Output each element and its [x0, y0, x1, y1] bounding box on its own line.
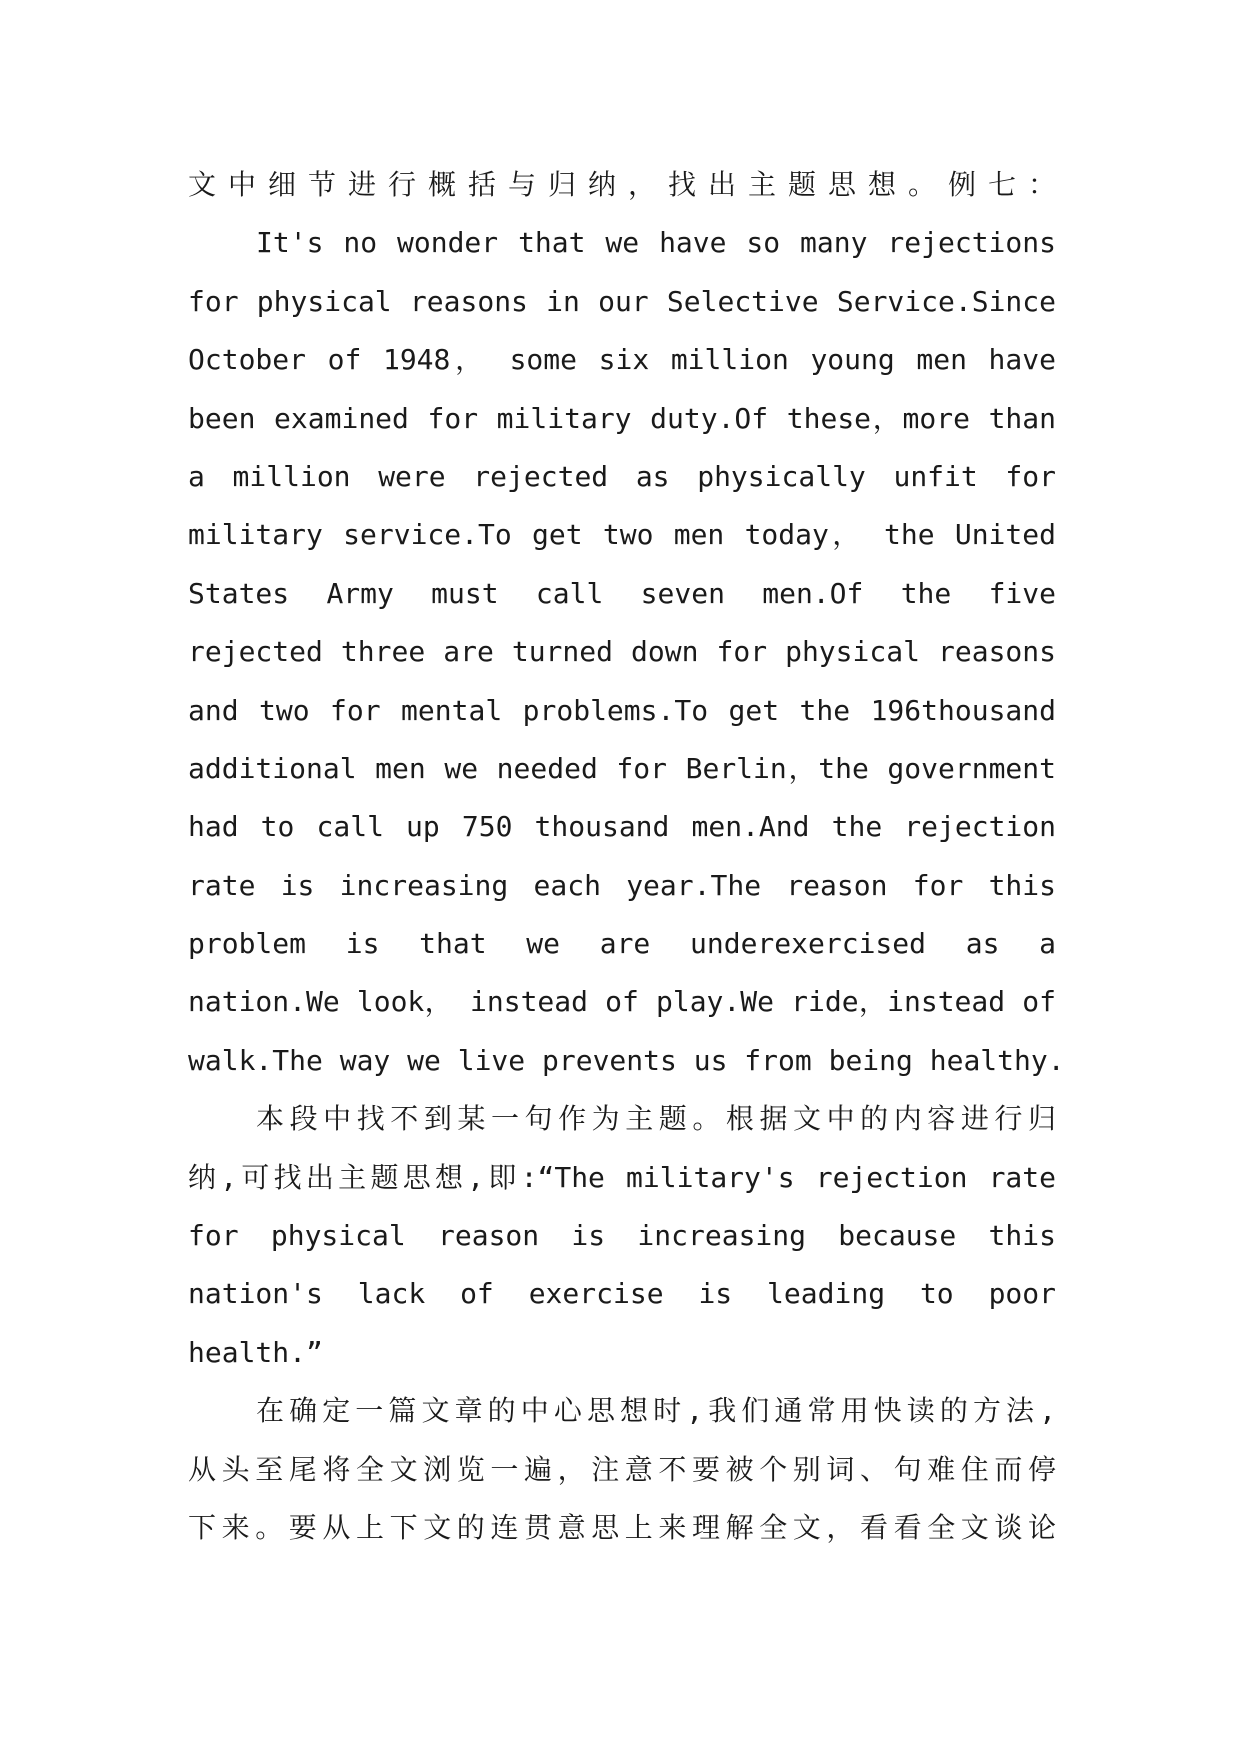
text-line: 从头至尾将全文浏览一遍，注意不要被个别词、句难住而停 — [188, 1452, 1056, 1486]
body-text — [188, 156, 1065, 1557]
text-line: a million were rejected as physically unfit for — [188, 459, 1056, 493]
text-line: additional men we needed for Berlin，the government — [188, 751, 1056, 785]
text-line: military service.To get two men today， the United — [188, 518, 1056, 552]
text-line: nation's lack of exercise is leading to poor — [188, 1277, 1056, 1311]
text-line: States Army must call seven men.Of the five — [188, 576, 1056, 610]
text-line: been examined for military duty.Of these，more than — [188, 401, 1056, 435]
text-line: 本段中找不到某一句作为主题。根据文中的内容进行归 — [256, 1102, 1056, 1136]
text-line: for physical reasons in our Selective Service.Since — [188, 284, 1056, 318]
text-line: walk.The way we live prevents us from being healthy. — [188, 1043, 1065, 1077]
text-line: It's no wonder that we have so many rejections — [256, 226, 1056, 260]
text-line: 在确定一篇文章的中心思想时,我们通常用快读的方法, — [256, 1394, 1056, 1428]
text-line: 纳,可找出主题思想,即:“The military's rejection rate — [188, 1160, 1056, 1194]
text-line: October of 1948， some six million young men have — [188, 343, 1056, 377]
text-line: for physical reason is increasing because this — [188, 1219, 1056, 1253]
text-line: rejected three are turned down for physical reasons — [188, 635, 1056, 669]
text-line: and two for mental problems.To get the 196thousand — [188, 693, 1056, 727]
text-line: 下来。要从上下文的连贯意思上来理解全文，看看全文谈论 — [188, 1510, 1056, 1544]
text-line: health.” — [188, 1335, 323, 1369]
text-line: rate is increasing each year.The reason for this — [188, 868, 1056, 902]
text-line: had to call up 750 thousand men.And the rejection — [188, 810, 1056, 844]
text-line: problem is that we are underexercised as a — [188, 927, 1056, 961]
text-line: 文中细节进行概括与归纳，找出主题思想。例七： — [188, 168, 1056, 201]
text-line: nation.We look， instead of play.We ride，instead of — [188, 985, 1056, 1019]
